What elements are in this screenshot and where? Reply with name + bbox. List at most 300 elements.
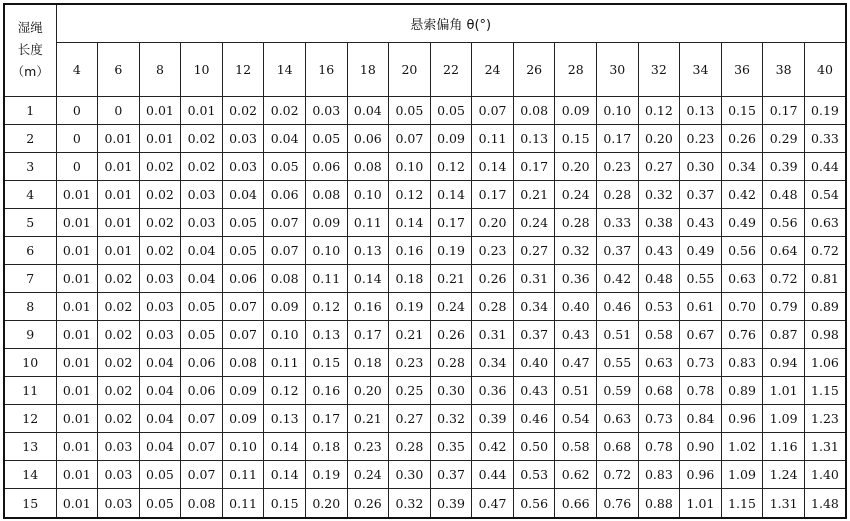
value-cell: 0.02 <box>181 124 223 152</box>
value-cell: 0.02 <box>98 349 140 377</box>
value-cell: 0.24 <box>347 461 389 489</box>
value-cell: 0.12 <box>430 152 472 180</box>
value-cell: 0.30 <box>430 377 472 405</box>
value-cell: 0.67 <box>680 321 722 349</box>
value-cell: 0.62 <box>555 461 597 489</box>
value-cell: 0.14 <box>472 152 514 180</box>
value-cell: 0.02 <box>222 96 264 124</box>
value-cell: 0.05 <box>222 236 264 264</box>
angle-header-28: 28 <box>555 42 597 96</box>
value-cell: 0.73 <box>680 349 722 377</box>
table-row <box>4 349 846 377</box>
value-cell: 0.04 <box>181 236 223 264</box>
value-cell: 0.40 <box>513 349 555 377</box>
value-cell: 0.43 <box>680 208 722 236</box>
value-cell: 0.03 <box>305 96 347 124</box>
value-cell: 0.02 <box>98 405 140 433</box>
value-cell: 0.12 <box>305 292 347 320</box>
value-cell: 0.37 <box>513 321 555 349</box>
value-cell: 0.81 <box>804 264 846 292</box>
value-cell: 0.08 <box>305 180 347 208</box>
value-cell: 0.32 <box>555 236 597 264</box>
value-cell: 0.37 <box>680 180 722 208</box>
value-cell: 0.28 <box>389 433 431 461</box>
value-cell: 1.31 <box>804 433 846 461</box>
value-cell: 0.11 <box>264 349 306 377</box>
value-cell: 0.17 <box>597 124 639 152</box>
value-cell: 0.05 <box>264 152 306 180</box>
value-cell: 0.14 <box>264 433 306 461</box>
value-cell: 0.32 <box>389 489 431 518</box>
value-cell: 1.16 <box>763 433 805 461</box>
table-row <box>4 264 846 292</box>
value-cell: 0.01 <box>56 349 98 377</box>
value-cell: 1.09 <box>721 461 763 489</box>
value-cell: 0.04 <box>347 96 389 124</box>
row-length-label: 14 <box>4 461 56 489</box>
value-cell: 0.03 <box>222 152 264 180</box>
value-cell: 1.02 <box>721 433 763 461</box>
value-cell: 0.76 <box>721 321 763 349</box>
table-row <box>4 152 846 180</box>
value-cell: 0.04 <box>139 349 181 377</box>
value-cell: 0.02 <box>98 321 140 349</box>
value-cell: 1.48 <box>804 489 846 518</box>
value-cell: 0.98 <box>804 321 846 349</box>
value-cell: 0.02 <box>139 180 181 208</box>
row-length-label: 15 <box>4 489 56 518</box>
value-cell: 0.05 <box>305 124 347 152</box>
value-cell: 0.42 <box>472 433 514 461</box>
value-cell: 0.11 <box>305 264 347 292</box>
value-cell: 0.11 <box>222 489 264 518</box>
value-cell: 0.03 <box>222 124 264 152</box>
value-cell: 0.83 <box>638 461 680 489</box>
value-cell: 0.02 <box>264 96 306 124</box>
table-row <box>4 292 846 320</box>
value-cell: 0.19 <box>430 236 472 264</box>
value-cell: 0.15 <box>305 349 347 377</box>
value-cell: 0.03 <box>139 321 181 349</box>
value-cell: 0.17 <box>763 96 805 124</box>
value-cell: 0.03 <box>98 489 140 518</box>
value-cell: 0.72 <box>597 461 639 489</box>
value-cell: 0.11 <box>347 208 389 236</box>
value-cell: 0.18 <box>347 349 389 377</box>
value-cell: 0.17 <box>347 321 389 349</box>
value-cell: 0.08 <box>222 349 264 377</box>
value-cell: 0.26 <box>347 489 389 518</box>
value-cell: 0.28 <box>555 208 597 236</box>
value-cell: 0.55 <box>680 264 722 292</box>
value-cell: 0.07 <box>264 236 306 264</box>
value-cell: 0.37 <box>430 461 472 489</box>
value-cell: 0.16 <box>305 377 347 405</box>
value-cell: 0.01 <box>56 208 98 236</box>
value-cell: 0.53 <box>513 461 555 489</box>
value-cell: 0.08 <box>347 152 389 180</box>
value-cell: 0.01 <box>98 124 140 152</box>
value-cell: 0.48 <box>763 180 805 208</box>
value-cell: 0.66 <box>555 489 597 518</box>
value-cell: 0.19 <box>804 96 846 124</box>
value-cell: 1.01 <box>680 489 722 518</box>
value-cell: 0.19 <box>389 292 431 320</box>
value-cell: 0.01 <box>56 405 98 433</box>
value-cell: 0.09 <box>264 292 306 320</box>
value-cell: 0.03 <box>139 292 181 320</box>
value-cell: 0.01 <box>98 236 140 264</box>
value-cell: 0.39 <box>430 489 472 518</box>
value-cell: 0.27 <box>389 405 431 433</box>
value-cell: 0.08 <box>513 96 555 124</box>
value-cell: 0.13 <box>680 96 722 124</box>
corner-line-2: 长度 <box>17 42 43 58</box>
value-cell: 0.03 <box>181 180 223 208</box>
value-cell: 0.63 <box>597 405 639 433</box>
angle-header-24: 24 <box>472 42 514 96</box>
value-cell: 0.04 <box>181 264 223 292</box>
value-cell: 0.63 <box>804 208 846 236</box>
value-cell: 0 <box>98 96 140 124</box>
value-cell: 0.10 <box>305 236 347 264</box>
value-cell: 0.10 <box>389 152 431 180</box>
value-cell: 0.84 <box>680 405 722 433</box>
value-cell: 0.24 <box>430 292 472 320</box>
value-cell: 0.03 <box>98 433 140 461</box>
value-cell: 0.43 <box>555 321 597 349</box>
value-cell: 0.72 <box>804 236 846 264</box>
value-cell: 0.01 <box>56 489 98 518</box>
table-row <box>4 96 846 124</box>
value-cell: 0.26 <box>721 124 763 152</box>
value-cell: 0.05 <box>181 321 223 349</box>
table-row <box>4 377 846 405</box>
row-length-label: 11 <box>4 377 56 405</box>
row-length-label: 10 <box>4 349 56 377</box>
value-cell: 0.12 <box>638 96 680 124</box>
value-cell: 0.36 <box>555 264 597 292</box>
angle-header-40: 40 <box>804 42 846 96</box>
value-cell: 0.87 <box>763 321 805 349</box>
value-cell: 0.24 <box>555 180 597 208</box>
header-row-angles <box>4 42 846 96</box>
row-length-label: 3 <box>4 152 56 180</box>
header-row-title <box>4 4 846 42</box>
row-length-label: 12 <box>4 405 56 433</box>
value-cell: 0.20 <box>347 377 389 405</box>
value-cell: 0.07 <box>222 292 264 320</box>
value-cell: 0.01 <box>98 152 140 180</box>
value-cell: 0.06 <box>222 264 264 292</box>
value-cell: 0.28 <box>597 180 639 208</box>
value-cell: 0.09 <box>430 124 472 152</box>
angle-header-22: 22 <box>430 42 472 96</box>
value-cell: 0.14 <box>347 264 389 292</box>
angle-header-20: 20 <box>389 42 431 96</box>
value-cell: 1.23 <box>804 405 846 433</box>
value-cell: 0.10 <box>222 433 264 461</box>
value-cell: 0.88 <box>638 489 680 518</box>
value-cell: 1.01 <box>763 377 805 405</box>
value-cell: 0.56 <box>513 489 555 518</box>
value-cell: 0.89 <box>721 377 763 405</box>
value-cell: 0.02 <box>98 377 140 405</box>
value-cell: 0 <box>56 124 98 152</box>
value-cell: 0.72 <box>763 264 805 292</box>
value-cell: 0.78 <box>680 377 722 405</box>
value-cell: 0.01 <box>56 180 98 208</box>
value-cell: 0.07 <box>389 124 431 152</box>
value-cell: 0.13 <box>305 321 347 349</box>
value-cell: 0.06 <box>264 180 306 208</box>
value-cell: 0.07 <box>181 405 223 433</box>
value-cell: 0.49 <box>721 208 763 236</box>
value-cell: 1.09 <box>763 405 805 433</box>
table-row <box>4 124 846 152</box>
angle-header-26: 26 <box>513 42 555 96</box>
angle-header-18: 18 <box>347 42 389 96</box>
value-cell: 0.25 <box>389 377 431 405</box>
row-length-label: 1 <box>4 96 56 124</box>
value-cell: 0.53 <box>638 292 680 320</box>
value-cell: 0.01 <box>56 433 98 461</box>
value-cell: 0.26 <box>472 264 514 292</box>
value-cell: 0.11 <box>222 461 264 489</box>
value-cell: 0.07 <box>222 321 264 349</box>
value-cell: 0.15 <box>555 124 597 152</box>
value-cell: 0.10 <box>264 321 306 349</box>
value-cell: 0.05 <box>389 96 431 124</box>
deflection-table <box>3 3 847 519</box>
value-cell: 0.28 <box>430 349 472 377</box>
row-length-label: 9 <box>4 321 56 349</box>
value-cell: 0.39 <box>763 152 805 180</box>
value-cell: 0.09 <box>222 405 264 433</box>
value-cell: 0.09 <box>305 208 347 236</box>
value-cell: 0.43 <box>513 377 555 405</box>
value-cell: 0.15 <box>721 96 763 124</box>
row-length-label: 5 <box>4 208 56 236</box>
value-cell: 0.17 <box>430 208 472 236</box>
value-cell: 0.51 <box>597 321 639 349</box>
value-cell: 0.58 <box>555 433 597 461</box>
value-cell: 0.30 <box>389 461 431 489</box>
value-cell: 0.04 <box>139 405 181 433</box>
value-cell: 0.17 <box>305 405 347 433</box>
row-length-label: 13 <box>4 433 56 461</box>
value-cell: 0.39 <box>472 405 514 433</box>
table-row <box>4 461 846 489</box>
value-cell: 0.34 <box>513 292 555 320</box>
value-cell: 0.23 <box>472 236 514 264</box>
value-cell: 0.06 <box>181 377 223 405</box>
table-row <box>4 433 846 461</box>
value-cell: 0.07 <box>181 461 223 489</box>
value-cell: 0.21 <box>347 405 389 433</box>
value-cell: 0.46 <box>513 405 555 433</box>
value-cell: 0.35 <box>430 433 472 461</box>
value-cell: 0.43 <box>638 236 680 264</box>
value-cell: 0.76 <box>597 489 639 518</box>
value-cell: 0.01 <box>98 180 140 208</box>
value-cell: 0.21 <box>430 264 472 292</box>
value-cell: 0.20 <box>638 124 680 152</box>
value-cell: 0.44 <box>472 461 514 489</box>
value-cell: 0.33 <box>597 208 639 236</box>
value-cell: 0.07 <box>264 208 306 236</box>
value-cell: 0.34 <box>721 152 763 180</box>
value-cell: 0.37 <box>597 236 639 264</box>
value-cell: 0.50 <box>513 433 555 461</box>
table-row <box>4 321 846 349</box>
angle-header-10: 10 <box>181 42 223 96</box>
value-cell: 0.20 <box>305 489 347 518</box>
value-cell: 0.48 <box>638 264 680 292</box>
angle-header-38: 38 <box>763 42 805 96</box>
value-cell: 0.89 <box>804 292 846 320</box>
angle-header-30: 30 <box>597 42 639 96</box>
value-cell: 0.19 <box>305 461 347 489</box>
value-cell: 0.24 <box>513 208 555 236</box>
value-cell: 0.10 <box>597 96 639 124</box>
value-cell: 0 <box>56 96 98 124</box>
value-cell: 0.01 <box>98 208 140 236</box>
value-cell: 0.23 <box>680 124 722 152</box>
value-cell: 0.16 <box>389 236 431 264</box>
value-cell: 0.05 <box>430 96 472 124</box>
value-cell: 0.04 <box>139 433 181 461</box>
value-cell: 0.16 <box>347 292 389 320</box>
table-row <box>4 405 846 433</box>
value-cell: 0.40 <box>555 292 597 320</box>
value-cell: 0 <box>56 152 98 180</box>
value-cell: 0.05 <box>181 292 223 320</box>
row-length-label: 2 <box>4 124 56 152</box>
value-cell: 0.13 <box>264 405 306 433</box>
value-cell: 0.01 <box>56 264 98 292</box>
value-cell: 0.01 <box>56 236 98 264</box>
value-cell: 0.06 <box>347 124 389 152</box>
value-cell: 0.58 <box>638 321 680 349</box>
value-cell: 0.51 <box>555 377 597 405</box>
angle-header-34: 34 <box>680 42 722 96</box>
angle-header-8: 8 <box>139 42 181 96</box>
value-cell: 0.68 <box>638 377 680 405</box>
value-cell: 0.44 <box>804 152 846 180</box>
value-cell: 0.21 <box>389 321 431 349</box>
value-cell: 0.01 <box>56 321 98 349</box>
value-cell: 0.03 <box>181 208 223 236</box>
value-cell: 0.05 <box>222 208 264 236</box>
value-cell: 0.02 <box>139 236 181 264</box>
angle-header-32: 32 <box>638 42 680 96</box>
value-cell: 0.01 <box>139 124 181 152</box>
value-cell: 0.34 <box>472 349 514 377</box>
value-cell: 0.01 <box>181 96 223 124</box>
value-cell: 0.32 <box>430 405 472 433</box>
value-cell: 0.04 <box>264 124 306 152</box>
value-cell: 0.03 <box>139 264 181 292</box>
value-cell: 0.02 <box>98 292 140 320</box>
value-cell: 0.33 <box>804 124 846 152</box>
value-cell: 0.01 <box>139 96 181 124</box>
angle-header-16: 16 <box>305 42 347 96</box>
value-cell: 0.01 <box>56 377 98 405</box>
value-cell: 1.24 <box>763 461 805 489</box>
value-cell: 0.05 <box>139 489 181 518</box>
value-cell: 0.63 <box>638 349 680 377</box>
value-cell: 0.54 <box>555 405 597 433</box>
value-cell: 0.29 <box>763 124 805 152</box>
table-row <box>4 180 846 208</box>
value-cell: 0.61 <box>680 292 722 320</box>
value-cell: 1.15 <box>804 377 846 405</box>
value-cell: 0.12 <box>389 180 431 208</box>
value-cell: 0.11 <box>472 124 514 152</box>
value-cell: 0.94 <box>763 349 805 377</box>
value-cell: 0.31 <box>513 264 555 292</box>
value-cell: 0.64 <box>763 236 805 264</box>
value-cell: 0.23 <box>597 152 639 180</box>
value-cell: 0.56 <box>721 236 763 264</box>
value-cell: 0.30 <box>680 152 722 180</box>
table-row <box>4 236 846 264</box>
value-cell: 0.04 <box>139 377 181 405</box>
value-cell: 0.13 <box>513 124 555 152</box>
value-cell: 0.17 <box>513 152 555 180</box>
value-cell: 0.13 <box>347 236 389 264</box>
corner-cell <box>4 4 56 96</box>
row-length-label: 7 <box>4 264 56 292</box>
value-cell: 0.23 <box>389 349 431 377</box>
value-cell: 0.10 <box>347 180 389 208</box>
value-cell: 0.56 <box>763 208 805 236</box>
value-cell: 0.47 <box>555 349 597 377</box>
value-cell: 0.21 <box>513 180 555 208</box>
value-cell: 0.42 <box>721 180 763 208</box>
corner-line-3: （m） <box>11 64 49 80</box>
value-cell: 0.03 <box>98 461 140 489</box>
corner-line-1: 湿绳 <box>17 20 43 36</box>
value-cell: 0.01 <box>56 292 98 320</box>
angle-header-14: 14 <box>264 42 306 96</box>
value-cell: 0.20 <box>555 152 597 180</box>
value-cell: 0.79 <box>763 292 805 320</box>
value-cell: 0.09 <box>555 96 597 124</box>
value-cell: 0.20 <box>472 208 514 236</box>
angle-header-6: 6 <box>98 42 140 96</box>
value-cell: 0.18 <box>305 433 347 461</box>
value-cell: 1.15 <box>721 489 763 518</box>
value-cell: 0.55 <box>597 349 639 377</box>
value-cell: 0.83 <box>721 349 763 377</box>
value-cell: 1.40 <box>804 461 846 489</box>
value-cell: 0.38 <box>638 208 680 236</box>
value-cell: 0.02 <box>181 152 223 180</box>
value-cell: 0.15 <box>264 489 306 518</box>
value-cell: 0.78 <box>638 433 680 461</box>
value-cell: 0.14 <box>430 180 472 208</box>
value-cell: 0.06 <box>181 349 223 377</box>
value-cell: 0.96 <box>680 461 722 489</box>
value-cell: 0.63 <box>721 264 763 292</box>
value-cell: 1.06 <box>804 349 846 377</box>
value-cell: 0.18 <box>389 264 431 292</box>
value-cell: 0.73 <box>638 405 680 433</box>
value-cell: 0.02 <box>98 264 140 292</box>
value-cell: 0.70 <box>721 292 763 320</box>
